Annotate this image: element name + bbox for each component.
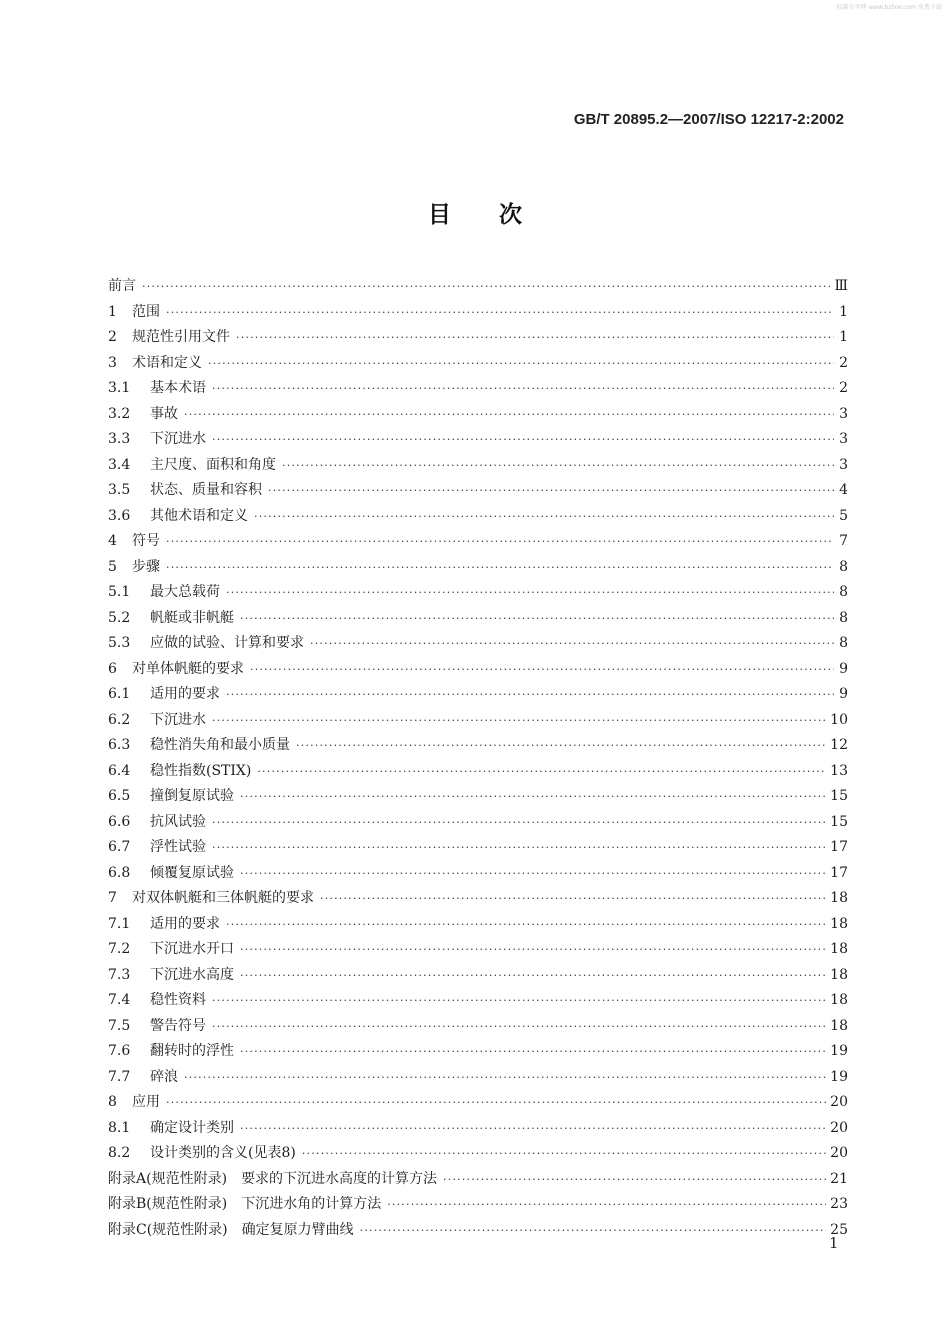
toc-entry-label: 其他术语和定义: [150, 507, 248, 524]
toc-entry-label: 下沉进水开口: [150, 941, 234, 957]
dot-leader: [240, 1116, 826, 1142]
toc-entry[interactable]: [108, 708, 848, 734]
toc-entry-number: 4: [108, 533, 117, 549]
toc-entry-page: 3: [839, 456, 848, 473]
toc-entry-number: 6.3: [108, 737, 131, 753]
toc-entry[interactable]: [108, 861, 848, 887]
toc-entry[interactable]: [108, 657, 848, 683]
toc-entry-page: 1: [839, 329, 848, 345]
toc-entry-page: 10: [830, 711, 848, 728]
toc-entry[interactable]: [108, 784, 848, 810]
toc-entry-label: 撞倒复原试验: [150, 788, 234, 804]
toc-entry-label: 主尺度、面积和角度: [150, 456, 276, 473]
toc-entry-label: 适用的要求: [150, 686, 220, 702]
toc-entry-label: 警告符号: [150, 1017, 206, 1034]
toc-entry-page: 25: [830, 1221, 848, 1238]
toc-entry[interactable]: [108, 1014, 848, 1040]
dot-leader: [240, 1039, 826, 1065]
toc-entry-number: 6.7: [108, 839, 131, 855]
dot-leader: [208, 351, 834, 377]
toc-entry-page: 4: [839, 482, 848, 498]
toc-entry-number: 7.1: [108, 915, 131, 932]
toc-entry-number: 7.2: [108, 941, 131, 957]
dot-leader: [240, 606, 834, 632]
dot-leader: [226, 682, 834, 708]
dot-leader: [250, 657, 834, 683]
dot-leader: [254, 504, 834, 530]
dot-leader: [184, 402, 834, 428]
toc-entry-label: 下沉进水: [150, 431, 206, 447]
toc-entry[interactable]: [108, 810, 848, 836]
toc-entry-label: 稳性指数(STIX): [150, 762, 252, 779]
toc-entry-label: 最大总载荷: [150, 584, 220, 600]
dot-leader: [166, 555, 834, 581]
toc-entry-number: 6.4: [108, 762, 131, 779]
toc-entry-label: 应做的试验、计算和要求: [150, 635, 304, 651]
toc-entry[interactable]: [108, 733, 848, 759]
toc-entry[interactable]: [108, 606, 848, 632]
toc-entry-label: 稳性资料: [150, 992, 206, 1008]
toc-entry-number: 7.4: [108, 992, 131, 1008]
toc-entry-page: 8: [839, 635, 848, 651]
standard-code: GB/T 20895.2—2007/ISO 12217-2:2002: [573, 111, 844, 128]
dot-leader: [212, 988, 826, 1014]
toc-entry[interactable]: [108, 963, 848, 989]
toc-entry-label: 碎浪: [150, 1068, 178, 1085]
toc-entry-number: 3.1: [108, 380, 131, 396]
dot-leader: [240, 963, 826, 989]
toc-entry-page: 18: [830, 915, 848, 932]
toc-entry-label: 状态、质量和容积: [150, 482, 262, 498]
toc-entry-label: 下沉进水高度: [150, 966, 234, 983]
toc-entry-label: 倾覆复原试验: [150, 864, 234, 881]
toc-entry-page: 18: [830, 966, 848, 983]
dot-leader: [184, 1065, 826, 1091]
dot-leader: [387, 1192, 826, 1218]
dot-leader: [302, 1141, 826, 1167]
toc-entry-label: 步骤: [132, 558, 160, 575]
toc-entry[interactable]: [108, 555, 848, 581]
toc-entry-page: 2: [839, 380, 848, 396]
dot-leader: [226, 912, 826, 938]
toc-entry-page: 20: [830, 1119, 848, 1136]
toc-entry-page: 7: [839, 533, 848, 549]
dot-leader: [310, 631, 834, 657]
dot-leader: [240, 784, 826, 810]
toc-entry-page: 1: [839, 303, 848, 320]
toc-entry-page: 23: [830, 1196, 848, 1212]
toc-entry-label: 应用: [132, 1094, 160, 1110]
toc-entry[interactable]: [108, 300, 848, 326]
toc-entry-label: 规范性引用文件: [132, 329, 230, 345]
dot-leader: [240, 861, 826, 887]
toc-entry[interactable]: [108, 351, 848, 377]
toc-entry-page: 18: [830, 992, 848, 1008]
toc-entry-page: 12: [830, 737, 848, 753]
toc-entry-page: 19: [830, 1043, 848, 1059]
toc-entry-page: 20: [830, 1094, 848, 1110]
toc-entry[interactable]: [108, 1141, 848, 1167]
toc-entry[interactable]: [108, 631, 848, 657]
toc-entry[interactable]: [108, 1065, 848, 1091]
toc-entry-number: 6.6: [108, 813, 131, 830]
toc-entry-page: 17: [830, 839, 848, 855]
toc-entry-number: 6.2: [108, 711, 131, 728]
table-of-contents: [108, 274, 848, 1243]
toc-entry-page: 3: [839, 431, 848, 447]
toc-entry[interactable]: [108, 376, 848, 402]
dot-leader: [212, 810, 826, 836]
dot-leader: [212, 427, 834, 453]
dot-leader: [236, 325, 834, 351]
toc-entry[interactable]: [108, 1167, 848, 1193]
toc-entry[interactable]: [108, 504, 848, 530]
toc-entry-label: 前言: [108, 278, 136, 294]
toc-entry-number: 3.4: [108, 456, 131, 473]
dot-leader: [257, 759, 826, 785]
toc-entry[interactable]: [108, 1090, 848, 1116]
toc-entry-number: 8: [108, 1094, 117, 1110]
toc-entry[interactable]: [108, 1218, 848, 1244]
dot-leader: [142, 274, 830, 300]
toc-entry-label: 附录A(规范性附录) 要求的下沉进水高度的计算方法: [108, 1170, 438, 1187]
toc-entry-number: 5.1: [108, 584, 131, 600]
toc-entry-number: 8.1: [108, 1119, 131, 1136]
toc-entry-page: 8: [839, 584, 848, 600]
toc-entry[interactable]: [108, 912, 848, 938]
toc-entry-page: 13: [830, 762, 848, 779]
toc-entry-label: 适用的要求: [150, 915, 220, 932]
toc-entry-label: 帆艇或非帆艇: [150, 609, 234, 626]
toc-entry-number: 7.3: [108, 966, 131, 983]
toc-entry[interactable]: [108, 1116, 848, 1142]
toc-entry-number: 3.6: [108, 507, 131, 524]
toc-entry-number: 3.3: [108, 431, 131, 447]
toc-entry[interactable]: [108, 529, 848, 555]
dot-leader: [166, 300, 834, 326]
toc-entry-number: 6.8: [108, 864, 131, 881]
toc-entry-page: 15: [830, 788, 848, 804]
dot-leader: [360, 1218, 827, 1244]
dot-leader: [282, 453, 834, 479]
toc-entry-number: 6: [108, 660, 117, 677]
dot-leader: [240, 937, 826, 963]
toc-entry-page: 2: [839, 354, 848, 371]
toc-entry-label: 对单体帆艇的要求: [132, 660, 244, 677]
toc-entry-number: 7.7: [108, 1068, 131, 1085]
toc-entry-number: 8.2: [108, 1145, 131, 1161]
toc-entry[interactable]: [108, 682, 848, 708]
toc-entry-number: 7: [108, 890, 117, 906]
toc-entry-page: 8: [839, 609, 848, 626]
toc-entry-number: 7.6: [108, 1043, 131, 1059]
toc-entry-page: 20: [830, 1145, 848, 1161]
toc-entry-number: 5.2: [108, 609, 131, 626]
toc-entry-number: 5: [108, 558, 117, 575]
toc-entry-label: 范围: [132, 303, 160, 320]
toc-entry[interactable]: [108, 835, 848, 861]
toc-entry[interactable]: [108, 580, 848, 606]
toc-entry-page: 15: [830, 813, 848, 830]
toc-entry-page: Ⅲ: [834, 278, 848, 294]
toc-entry-number: 1: [108, 303, 117, 320]
toc-entry[interactable]: [108, 478, 848, 504]
dot-leader: [226, 580, 834, 606]
toc-entry-number: 3.2: [108, 405, 131, 422]
dot-leader: [212, 1014, 826, 1040]
toc-entry-page: 21: [830, 1170, 848, 1187]
toc-entry-number: 5.3: [108, 635, 131, 651]
dot-leader: [268, 478, 834, 504]
toc-entry[interactable]: [108, 325, 848, 351]
toc-entry-label: 稳性消失角和最小质量: [150, 737, 290, 753]
toc-entry-number: 6.5: [108, 788, 131, 804]
toc-entry[interactable]: [108, 1192, 848, 1218]
toc-entry[interactable]: [108, 937, 848, 963]
toc-entry[interactable]: [108, 988, 848, 1014]
toc-entry-label: 确定设计类别: [150, 1119, 234, 1136]
dot-leader: [212, 708, 826, 734]
toc-entry-page: 18: [830, 1017, 848, 1034]
toc-entry-page: 18: [830, 941, 848, 957]
dot-leader: [320, 886, 826, 912]
toc-entry[interactable]: [108, 886, 848, 912]
dot-leader: [166, 1090, 826, 1116]
dot-leader: [166, 529, 834, 555]
toc-entry[interactable]: [108, 1039, 848, 1065]
toc-entry[interactable]: [108, 759, 848, 785]
toc-entry-page: 5: [839, 507, 848, 524]
toc-entry-page: 9: [839, 660, 848, 677]
toc-entry-label: 附录B(规范性附录) 下沉进水角的计算方法: [108, 1196, 382, 1212]
dot-leader: [443, 1167, 826, 1193]
page-title: 目次: [428, 202, 570, 228]
toc-entry-page: 18: [830, 890, 848, 906]
toc-entry-label: 翻转时的浮性: [150, 1043, 234, 1059]
toc-entry[interactable]: [108, 274, 848, 300]
toc-entry-number: 3.5: [108, 482, 131, 498]
toc-entry-number: 3: [108, 354, 117, 371]
watermark: 标准分享网 www.bzfxw.com 免费下载: [836, 4, 942, 11]
dot-leader: [212, 835, 826, 861]
toc-entry-page: 19: [830, 1068, 848, 1085]
toc-entry-label: 符号: [132, 533, 160, 549]
toc-entry-number: 2: [108, 329, 117, 345]
toc-entry-label: 浮性试验: [150, 839, 206, 855]
page-number: 1: [829, 1234, 839, 1252]
toc-entry-label: 事故: [150, 405, 178, 422]
toc-entry[interactable]: [108, 402, 848, 428]
toc-entry-number: 6.1: [108, 686, 131, 702]
toc-entry-page: 8: [839, 558, 848, 575]
toc-entry-label: 抗风试验: [150, 813, 206, 830]
dot-leader: [212, 376, 834, 402]
toc-entry-page: 9: [839, 686, 848, 702]
toc-entry[interactable]: [108, 427, 848, 453]
toc-entry-label: 术语和定义: [132, 354, 202, 371]
toc-entry-page: 17: [830, 864, 848, 881]
dot-leader: [296, 733, 826, 759]
toc-entry-label: 下沉进水: [150, 711, 206, 728]
toc-entry[interactable]: [108, 453, 848, 479]
toc-entry-number: 7.5: [108, 1017, 131, 1034]
toc-entry-label: 设计类别的含义(见表8): [150, 1145, 296, 1161]
toc-entry-label: 基本术语: [150, 380, 206, 396]
toc-entry-label: 附录C(规范性附录) 确定复原力臂曲线: [108, 1221, 354, 1238]
toc-entry-label: 对双体帆艇和三体帆艇的要求: [132, 890, 314, 906]
toc-entry-page: 3: [839, 405, 848, 422]
